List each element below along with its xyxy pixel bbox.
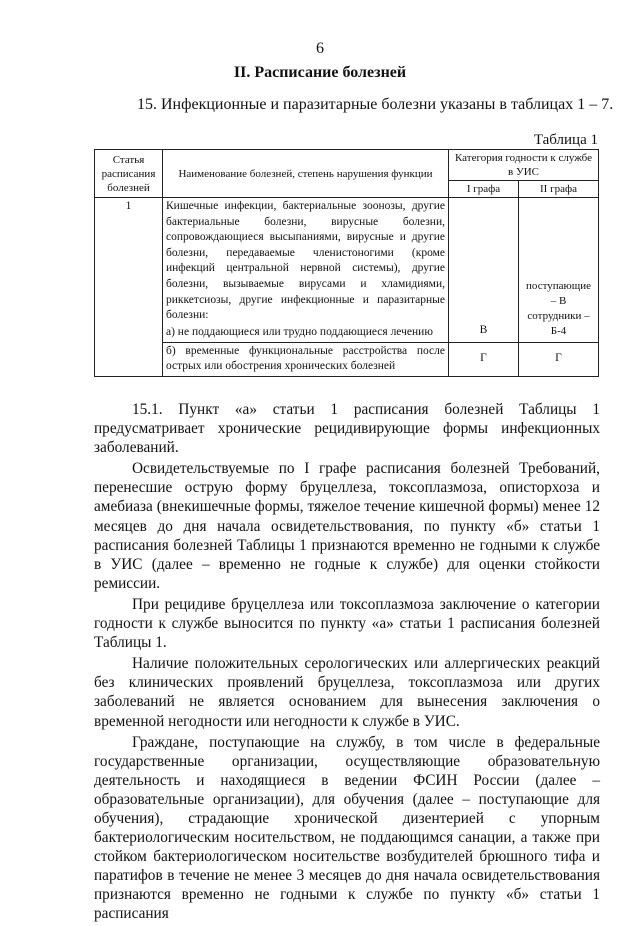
header-category: Категория годности к службе в УИС — [449, 150, 599, 181]
paragraph: 15.1. Пункт «а» статьи 1 расписания болезней Таблицы 1 предусматривает хронические рецидивирующие формы инфекционных заболеваний. — [94, 401, 600, 457]
intro-paragraph: 15. Инфекционные и паразитарные болезни указаны в таблицах 1 – 7. — [137, 96, 614, 113]
table-header-row — [95, 150, 599, 181]
table-row — [95, 198, 599, 343]
article-number: 1 — [95, 198, 163, 377]
subitem-a-col-2 — [519, 198, 599, 343]
subitem-b-col-1: Г — [449, 342, 519, 376]
header-col-1: I графа — [449, 181, 519, 198]
page-number: 6 — [316, 40, 324, 57]
disease-description: Кишечные инфекции, бактериальные зоонозы, другие бактериальные болезни, вирусные болезни, сопровождающиеся высыпаниями, вирусные и другие болезни, передаваемые членистоногими (кроме инфекций центральной нервной системы), другие болезни, вызываемые вирусами и хламидиями, риккетсиозы, другие инфекционные и паразитарные болезни: — [166, 200, 445, 322]
paragraph: При рецидиве бруцеллеза или токсоплазмоза заключение о категории годности к службе выносится по пункту «а» статьи 1 расписания болезней Таблицы 1. — [94, 595, 600, 652]
table-label: Таблица 1 — [533, 132, 598, 148]
subitem-a-col-1: В — [449, 198, 519, 343]
disease-table — [94, 149, 599, 377]
body-text — [94, 400, 600, 926]
header-col-2: II графа — [519, 181, 599, 198]
paragraph: Граждане, поступающие на службу, в том числе в федеральные государственные организации, осуществляющие образовательную деятельность и находящиеся в ведении ФСИН России (далее – образовательные организации), для обучения (далее – поступающие для обучения), страдающие хронической дизентерией с упорным бактериологическим носительством, не поддающимся санации, а также при стойком бактериологическом носительстве возбудителей брюшного тифа и паратифов в течение не менее 3 месяцев до дня начала освидетельствования признаются временно не годными к службе по пункту «б» статьи 1 расписания — [94, 733, 600, 923]
header-name: Наименование болезней, степень нарушения функции — [163, 150, 449, 198]
disease-description-cell — [163, 198, 449, 343]
header-article: Статья расписания болезней — [95, 150, 163, 198]
subitem-b: б) временные функциональные расстройства после острых или обострения хронических болезней — [163, 342, 449, 376]
paragraph: Освидетельствуемые по I графе расписания болезней Требований, перенесшие острую форму бруцеллеза, токсоплазмоза, описторхоза и амебиаза (внекишечные формы, тяжелое течение кишечной формы) менее 12 месяцев до дня начала освидетельствования, по пункту «б» статьи 1 расписания болезней Таблицы 1 признаются временно не годными к службе в УИС (далее – временно не годные к службе) для оценки стойкости ремиссии. — [94, 460, 600, 592]
subitem-a-col-2-line-1: поступающие – В — [526, 279, 591, 307]
section-title: II. Расписание болезней — [233, 64, 407, 81]
subitem-b-col-2: Г — [519, 342, 599, 376]
subitem-a: а) не поддающиеся или трудно поддающиеся лечению — [166, 326, 433, 338]
table-row — [95, 342, 599, 376]
subitem-a-col-2-line-2: сотрудники – Б-4 — [527, 309, 590, 337]
paragraph: Наличие положительных серологических или аллергических реакций без клинических проявлений бруцеллеза, токсоплазмоза или других заболеваний не является основанием для вынесения заключения о временной негодности или негодности к службе в УИС. — [94, 655, 600, 730]
